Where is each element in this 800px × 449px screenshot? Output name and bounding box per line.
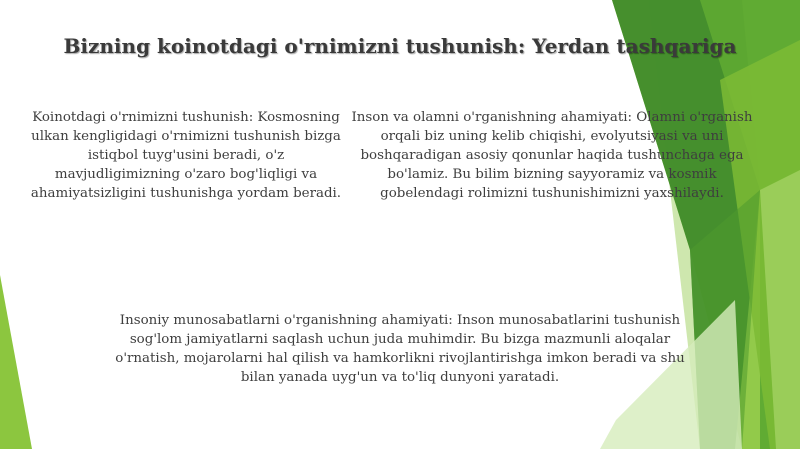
slide-title: Bizning koinotdagi o'rnimizni tushunish: Yerdan tashqariga (63, 34, 737, 58)
paragraph-universe-place: Koinotdagi o'rnimizni tushunish: Kosmosning ulkan kengligidagi o'rnimizni tushunish bizga istiqbol tuyg'usini beradi, o'z mavjudligimizning o'zaro bog'liqligi va ahamiyatsizligini tushunishga yordam beradi. (30, 110, 342, 201)
left-edge-shape (0, 275, 32, 449)
paragraph-studying-universe: Inson va olamni o'rganishning ahamiyati: Olamni o'rganish orqali biz uning kelib chiqishi, evolyutsiyasi va uni boshqaradigan asosiy qonunlar haqida tushunchaga ega bo'lamiz. Bu bilim bizning sayyoramiz va kosmik gobelendagi rolimizni tushunishimizni yaxshilaydi. (351, 110, 753, 201)
paragraph-human-relations: Insoniy munosabatlarni o'rganishning ahamiyati: Inson munosabatlarini tushunish sog'lom jamiyatlarni saqlash uchun juda muhimdir. Bu bizga mazmunli aloqalar o'rnatish, mojarolarni hal qilish va hamkorlikni rivojlantirishga imkon beradi va shu bilan yanada uyg'un va to'liq dunyoni yaratadi. (115, 313, 685, 385)
